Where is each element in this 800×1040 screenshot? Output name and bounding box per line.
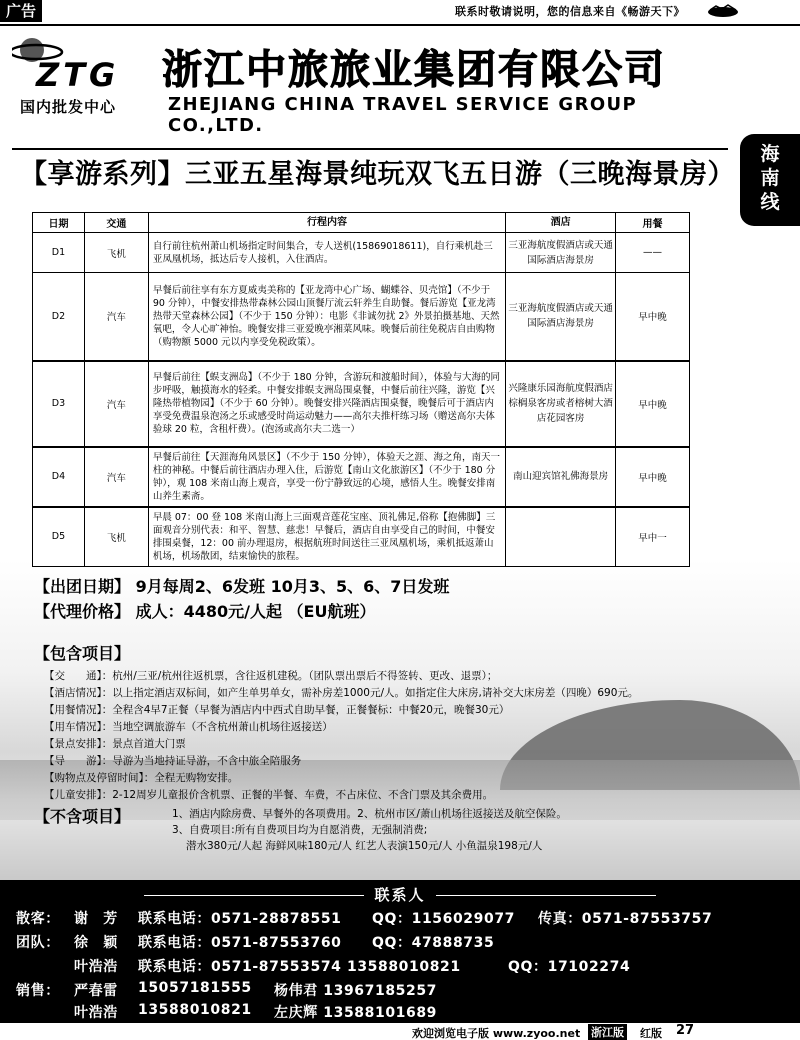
item-value: ：导游为当地持证导游，不含中旅全陪服务 (101, 755, 302, 767)
hotel-cell (506, 507, 616, 567)
list-item (44, 787, 754, 804)
transport-cell: 飞机 (84, 233, 148, 273)
content-cell: 早餐后前往【天涯海角风景区】（不少于 150 分钟），体验天之涯、海之角，南天一柱的神秘。中餐后前往酒店办理入住，后游览【南山文化旅游区】（不少于 180 分钟），观 108 米南山海上观音，享受一份宁静致远的心境，感悟人生。晚餐安排南山养生素斋。 (148, 447, 505, 507)
day-cell: D2 (33, 273, 85, 361)
ztg-logo-text: ZTG (36, 56, 120, 94)
contact-extra: 杨伟君 13967185257 (274, 983, 438, 999)
contact-phone: 15057181555 (138, 980, 252, 996)
transport-cell: 汽车 (84, 447, 148, 507)
transport-cell: 汽车 (84, 273, 148, 361)
item-value: ：以上指定酒店双标间，如产生单男单女，需补房差1000元/人。如指定住大床房,请补交大床房差（四晚）690元。 (101, 687, 639, 699)
header-hotel: 酒店 (506, 213, 616, 233)
item-value: ：2-12周岁儿童报价含机票、正餐的半餐、车费，不占床位、不含门票及其余费用。 (101, 789, 494, 801)
day-cell: D4 (33, 447, 85, 507)
includes-list (44, 668, 754, 804)
company-name-cn: 浙江中旅旅业集团有限公司 (162, 47, 666, 93)
table-row (33, 273, 690, 361)
price-value: 成人：4480元/人起 （EU航班） (135, 602, 376, 621)
logo-subtitle: 国内批发中心 (20, 98, 117, 116)
list-item: 3、自费项目:所有自费项目均为自愿消费，无强制消费; (172, 824, 428, 836)
magazine-logo-icon (706, 4, 740, 18)
company-name-en: ZHEJIANG CHINA TRAVEL SERVICE GROUP CO.,LTD. (168, 94, 638, 136)
page-number: 27 (676, 1023, 695, 1038)
transport-cell: 汽车 (84, 361, 148, 447)
list-item: 潜水380元/人起 海鲜风味180元/人 红艺人表演150元/人 小鱼温泉198元/人 (186, 840, 543, 852)
item-value: ：杭州/三亚/杭州往返机票，含往返机建税。（团队票出票后不得签转、更改、退票）； (101, 670, 498, 682)
header-meal: 用餐 (616, 213, 690, 233)
day-cell: D3 (33, 361, 85, 447)
table-row (33, 507, 690, 567)
contact-phone: 联系电话：0571-28878551 (138, 911, 342, 927)
red-edition: 红版 (640, 1027, 662, 1040)
table-row (33, 447, 690, 507)
price-label: 【代理价格】 (34, 602, 131, 621)
contact-name: 徐 颖 (74, 935, 118, 951)
departure-value: 9月每周2、6发班 10月3、5、6、7日发班 (135, 577, 450, 596)
header-date: 日期 (33, 213, 85, 233)
contact-role: 团队： (16, 935, 60, 951)
item-value: ：全程无购物安排。 (143, 772, 239, 784)
header-content: 行程内容 (148, 213, 505, 233)
table-row (33, 361, 690, 447)
excludes-list (172, 806, 567, 854)
product-title: 【享游系列】三亚五星海景纯玩双飞五日游（三晚海景房） (20, 159, 735, 190)
content-cell: 早晨 07：00 登 108 米南山海上三面观音莲花宝座、顶礼佛足,俗称【抱佛脚】三面观音分别代表：和平、智慧、慈悲！早餐后，酒店自由享受自己的时间，中餐安排围桌餐，12：00 前办理退房，根据航班时间送往三亚凤凰机场，乘机抵返萧山机场，机场散团，结束愉快的旅程。 (148, 507, 505, 567)
transport-cell: 飞机 (84, 507, 148, 567)
item-key: 【酒店情况】 (44, 687, 102, 699)
contact-name: 谢 芳 (74, 911, 118, 927)
contact-title: 联系人 (0, 884, 800, 905)
route-tab (740, 134, 800, 226)
itinerary-table (32, 212, 690, 567)
excludes-title: 【不含项目】 (34, 807, 131, 826)
contact-fax: 传真：0571-87553757 (538, 911, 713, 927)
list-item (44, 668, 754, 685)
meal-cell: 早中一 (616, 507, 690, 567)
header-divider (12, 148, 728, 150)
list-item (44, 770, 754, 787)
list-item: 1、酒店内除房费、早餐外的各项费用。2、杭州市区/萧山机场往返接送及航空保险。 (172, 808, 567, 820)
hotel-cell: 南山迎宾馆礼佛海景房 (506, 447, 616, 507)
contact-qq: QQ：47888735 (372, 935, 495, 951)
meal-cell: 早中晚 (616, 447, 690, 507)
header-transport: 交通 (84, 213, 148, 233)
page-footer (0, 1022, 800, 1040)
route-tab-label: 海南线 (760, 143, 780, 213)
top-bar (0, 0, 800, 26)
departure-label: 【出团日期】 (34, 577, 131, 596)
day-cell: D5 (33, 507, 85, 567)
edition-badge: 浙江版 (588, 1024, 627, 1040)
content-cell: 早餐后前往享有东方夏威夷美称的【亚龙湾中心广场、蝴蝶谷、贝壳馆】（不少于 90 分钟），中餐安排热带森林公园山顶餐厅流云轩养生自助餐。餐后游览【亚龙湾热带天堂森林公园】（不少于 150 分钟）：电影《非诚勿扰 2》外景拍摄基地、天然氧吧，令人心旷神怡。晚餐安排三亚爱晚亭湘菜风味。晚餐后前往免税店自由购物（购物额 5000 元以内享受免税政策）。 (148, 273, 505, 361)
contact-panel (0, 880, 800, 1022)
contact-extra: 左庆辉 13588101689 (274, 1005, 438, 1021)
list-item (44, 753, 754, 770)
item-value: ：全程含4早7正餐（早餐为酒店内中西式自助早餐，正餐餐标：中餐20元，晚餐30元） (101, 704, 510, 716)
item-key: 【景点安排】 (44, 738, 102, 750)
item-key: 【用车情况】 (44, 721, 102, 733)
contact-role: 销售： (16, 983, 60, 999)
contact-qq: QQ：1156029077 (372, 911, 516, 927)
item-key: 【儿童安排】 (44, 789, 102, 801)
hotel-cell: 三亚海航度假酒店或天通国际酒店海景房 (506, 273, 616, 361)
list-item (44, 736, 754, 753)
contact-name: 叶浩浩 (74, 959, 118, 975)
includes-title: 【包含项目】 (34, 644, 131, 663)
table-header-row (33, 213, 690, 233)
meal-cell: 早中晚 (616, 273, 690, 361)
list-item (44, 719, 754, 736)
source-note: 联系时敬请说明，您的信息来自《畅游天下》 (455, 5, 685, 18)
contact-name: 叶浩浩 (74, 1005, 118, 1021)
list-item (44, 685, 754, 702)
hotel-cell: 兴隆康乐园海航度假酒店棕榈泉客房或者榕树大酒店花园客房 (506, 361, 616, 447)
contact-role: 散客： (16, 911, 60, 927)
ad-tag: 广告 (0, 0, 42, 22)
list-item (44, 702, 754, 719)
contact-name: 严春雷 (74, 983, 118, 999)
price-line (34, 599, 375, 622)
item-key: 【导 游】 (44, 755, 102, 767)
contact-phone: 联系电话：0571-87553574 13588010821 (138, 959, 461, 975)
hotel-cell: 三亚海航度假酒店或天通国际酒店海景房 (506, 233, 616, 273)
content-cell: 早餐后前往【蜈支洲岛】（不少于 180 分钟，含游玩和渡船时间），体验与大海的同步呼吸，触摸海水的轻柔。中餐安排蜈支洲岛围桌餐，中餐后前往兴隆，游览【兴隆热带植物园】（不少于 60 分钟）。晚餐安排兴隆酒店围桌餐，晚餐后可于酒店内享受免费温泉泡汤之乐或感受时尚运动魅力——高尔夫推杆练习场（赠送高尔夫体验球 20 粒，含租杆费）。(泡汤或高尔夫二选一） (148, 361, 505, 447)
item-value: ：景点首道大门票 (101, 738, 186, 750)
item-value: ：当地空调旅游车（不含杭州萧山机场往返接送） (101, 721, 333, 733)
departure-line (34, 574, 449, 597)
item-key: 【交 通】 (44, 670, 102, 682)
table-row (33, 233, 690, 273)
meal-cell: —— (616, 233, 690, 273)
contact-phone: 联系电话：0571-87553760 (138, 935, 342, 951)
item-key: 【用餐情况】 (44, 704, 102, 716)
company-header (0, 26, 740, 136)
item-key: 【购物点及停留时间】 (44, 772, 144, 784)
footer-welcome: 欢迎浏览电子版 www.zyoo.net (412, 1027, 581, 1040)
contact-qq: QQ：17102274 (508, 959, 631, 975)
day-cell: D1 (33, 233, 85, 273)
meal-cell: 早中晚 (616, 361, 690, 447)
contact-phone: 13588010821 (138, 1002, 252, 1018)
content-cell: 自行前往杭州萧山机场指定时间集合，专人送机(15869018611)，自行乘机赴三亚凤凰机场，抵达后专人接机，入住酒店。 (148, 233, 505, 273)
